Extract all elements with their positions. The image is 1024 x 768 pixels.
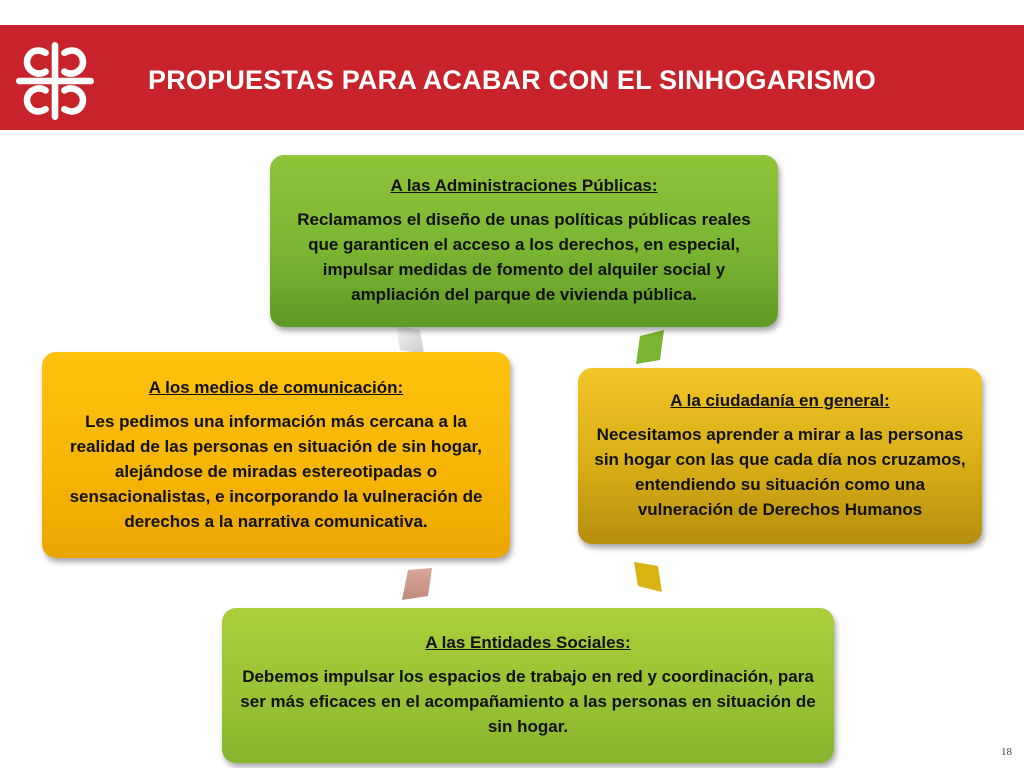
box-heading: A las Entidades Sociales:	[425, 633, 631, 652]
connector-right-bottom	[628, 556, 668, 596]
box-administraciones-publicas	[270, 155, 778, 327]
box-heading: A los medios de comunicación:	[148, 377, 404, 397]
page-title: PROPUESTAS PARA ACABAR CON EL SINHOGARISMO	[148, 65, 876, 95]
box-ciudadania	[578, 368, 982, 544]
box-heading: A las Administraciones Públicas:	[390, 176, 658, 195]
box-entidades-sociales	[222, 608, 834, 763]
box-medios-comunicacion	[42, 352, 510, 558]
connector-left-bottom	[398, 564, 438, 604]
box-body: Necesitamos aprender a mirar a las personas sin hogar con las que cada día nos cruzamos, entendiendo su situación como una vulneración de Derechos Humanos	[594, 425, 966, 519]
box-heading: A la ciudadanía en general:	[670, 391, 890, 410]
box-body: Reclamamos el diseño de unas políticas públicas reales que garanticen el acceso a los derechos, en especial, impulsar medidas de fomento del alquiler social y ampliación del parque de vivienda pública.	[297, 210, 751, 304]
box-body: Les pedimos una información más cercana a la realidad de las personas en situación de sin hogar, alejándose de miradas estereotipadas o sensacionalistas, e incorporando la vulneración de derechos a la narrativa comunicativa.	[69, 411, 483, 531]
connector-top-right	[630, 326, 670, 366]
caritas-cross-logo	[8, 34, 102, 128]
box-body: Debemos impulsar los espacios de trabajo en red y coordinación, para ser más eficaces en el acompañamiento a las personas en situación de sin hogar.	[240, 667, 816, 736]
page-number: 18	[1001, 746, 1012, 758]
